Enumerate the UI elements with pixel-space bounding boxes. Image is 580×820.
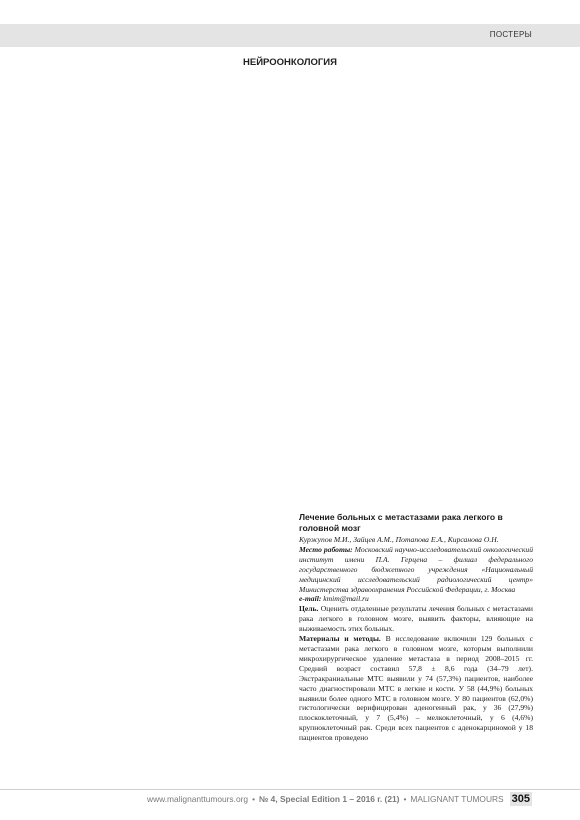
methods-label: Материалы и методы.: [299, 634, 381, 644]
section-label: ПОСТЕРЫ: [489, 30, 532, 39]
affiliation-text: Московский научно-исследовательский онкологический институт имени П.А. Герцена – филиал федерального государственного бюджетного учреждения «Национальный медицинский исследовательский радиологический центр» Министерства здравоохранения Российской Федерации, г. Москва: [299, 544, 534, 594]
aim-text: Оценить отдаленные результаты лечения больных с метастазами рака легкого в головном мозге, выявить факторы, влияющие на выживаемость этих больных.: [299, 604, 533, 634]
footer-journal: MALIGNANT TUMOURS: [410, 794, 504, 804]
aim-paragraph: [299, 604, 533, 634]
email-link[interactable]: kmim@mail.ru: [323, 594, 369, 604]
article-authors: Куржупов М.И., Зайцев А.М., Потапова Е.А., Кирсанова О.Н.: [299, 535, 499, 544]
methods-text: В исследование включили 129 больных с метастазами рака легкого в головном мозге, которым выполнили микрохирургическое удаление метастаза в период 2008–2015 гг. Средний возраст составил 57,8 ± 8,6 года (34–79 лет). Экстракраниальные МТС выявили у 74 (57,3%) пациентов, наиболее часто диагностировали МТС в легкие и кости. У 58 (44,9%) больных выявили более одного МТС в головном мозге. У 80 пациентов (62,0%) гистологически верифицирован аденогенный рак, у 36 (27,9%) плоскоклеточный, у 7 (5,4%) – мелкоклеточный, у 6 (4,6%) крупноклеточный рак. Среди всех пациентов с аденокарциномой у 18 пациентов проведено: [299, 634, 533, 743]
article-title: Лечение больных с метастазами рака легкого в головной мозг: [299, 512, 503, 533]
aim-label: Цель.: [299, 604, 319, 614]
footer-bullet: •: [403, 794, 407, 804]
page-number: 305: [511, 793, 530, 805]
footer-issue: № 4, Special Edition 1 – 2016 г. (21): [259, 794, 400, 804]
rubric-title: НЕЙРООНКОЛОГИЯ: [243, 57, 337, 68]
footer-site[interactable]: www.malignanttumours.org: [147, 794, 249, 804]
affiliation-label: Место работы:: [299, 544, 353, 554]
footer-rule: [0, 789, 580, 790]
footer-bullet: •: [252, 794, 255, 804]
affiliation: [299, 545, 533, 595]
header-band: [0, 24, 580, 47]
article: [299, 512, 533, 743]
footer: [147, 791, 532, 807]
email-line: [299, 594, 533, 604]
methods-paragraph: [299, 634, 533, 743]
email-label: e-mail:: [299, 594, 322, 604]
